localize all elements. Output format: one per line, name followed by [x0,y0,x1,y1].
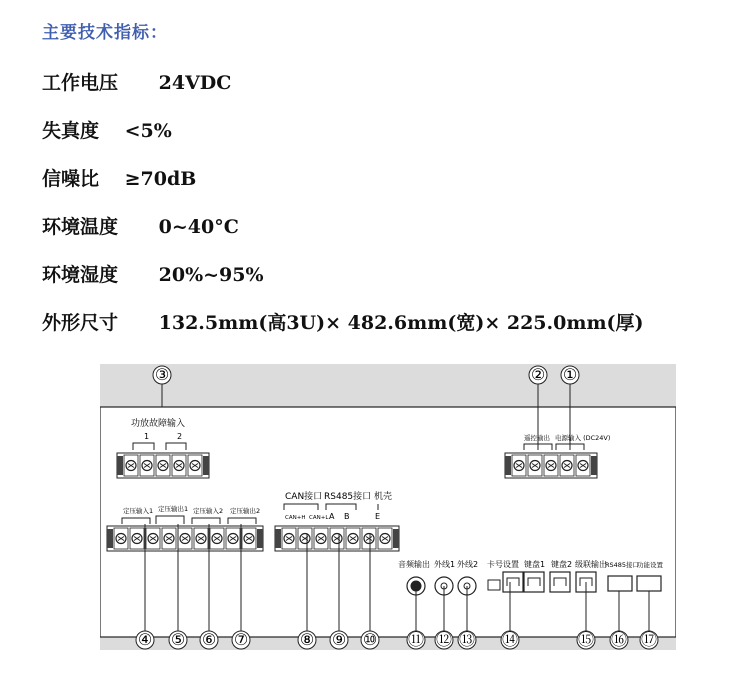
rs485-port2-label: RS485接口 [605,561,640,569]
callout-label-14: ⑭ [501,630,519,649]
port-terminal-block-cap-left [275,529,281,548]
spec-row-dimensions [42,308,644,335]
spec-value: 132.5mm(高3U)× 482.6mm(宽)× 225.0mm(厚) [158,312,644,334]
callout-label-8: ⑧ [299,630,315,649]
power-in-label: 电源输入 (DC24V) [555,434,611,442]
func-set-label: 功能设置 [637,561,663,569]
spec-label: 信噪比 [42,168,100,190]
spec-value: 0~40°C [158,216,239,238]
func-set-socket [637,576,661,591]
keypad1-label: 键盘1 [524,560,546,569]
rs485-socket [608,576,632,591]
keypad2-label: 键盘2 [551,560,573,569]
fault-terminal-block-cap-right [203,456,209,475]
const-in1-label: 定压输入1 [123,507,154,515]
callout-label-17: ⑰ [640,630,658,649]
fault-ch1-label: 1 [144,432,150,441]
card-set-label: 卡号设置 [487,560,519,569]
spec-row-temperature [42,212,239,239]
power-terminal-block-cap-left [505,456,511,475]
spec-label: 失真度 [42,120,100,142]
callout-label-7: ⑦ [233,630,249,649]
rs485-a-label: A [329,512,335,521]
can-port-label: CAN接口 [285,492,323,502]
power-terminal-block-cap-right [591,456,597,475]
callout-label-15: ⑮ [577,630,595,649]
const-terminal-block-cap-left [107,529,113,548]
rj-socket [503,572,523,592]
can-h-label: CAN+H [285,515,306,521]
spec-row-voltage [42,68,231,95]
rs485-port-label: RS485接口 [324,492,372,502]
spec-value: <5% [124,120,172,142]
callout-label-11: ⑪ [407,630,425,649]
spec-row-snr [42,164,196,191]
cascade-out-label: 级联输出 [575,560,607,569]
callout-label-16: ⑯ [610,630,628,649]
const-terminal-block-cap-right [257,529,263,548]
can-l-label: CAN+L [309,515,329,521]
line1-label: 外线1 [434,560,456,569]
spec-label: 环境湿度 [42,264,119,286]
rj-socket [550,572,570,592]
spec-row-humidity [42,260,264,287]
callout-label-9: ⑨ [331,630,347,649]
spec-label: 工作电压 [42,72,119,94]
rs485-b-label: B [344,512,350,521]
callout-label-12: ⑫ [435,630,453,649]
rj-socket [524,572,544,592]
spec-label: 环境温度 [42,216,119,238]
callout-label-10: ⑩ [362,630,378,649]
rear-panel-svg [100,364,676,650]
chassis-label: 机壳 [374,492,393,502]
audio-out-label: 音频输出 [398,560,430,569]
const-in2-label: 定压输入2 [193,507,224,515]
callout-label-2: ② [530,365,546,384]
spec-label: 外形尺寸 [42,312,119,334]
callout-label-4: ④ [137,630,153,649]
spec-heading: 主要技术指标： [42,23,168,43]
callout-label-5: ⑤ [170,630,186,649]
callout-label-13: ⑬ [458,630,476,649]
callout-label-3: ③ [154,365,170,384]
callout-label-6: ⑥ [201,630,217,649]
fault-terminal-block-cap-left [117,456,123,475]
spec-value: 24VDC [158,72,232,94]
card-dip-switch [488,580,500,590]
spec-value: ≥70dB [124,168,197,190]
const-out2-label: 定压输出2 [230,507,261,515]
line2-label: 外线2 [457,560,479,569]
const-out1-label: 定压输出1 [158,505,189,513]
callout-label-1: ① [562,365,578,384]
rear-panel-diagram [100,364,676,650]
remote-out-label: 遥控输出 [524,434,550,442]
fault-ch2-label: 2 [177,432,183,441]
earth-label: E [375,512,381,521]
spec-value: 20%~95% [158,264,264,286]
fault-input-label: 功放故障输入 [131,419,186,429]
port-terminal-block-cap-right [393,529,399,548]
spec-row-distortion [42,116,172,143]
